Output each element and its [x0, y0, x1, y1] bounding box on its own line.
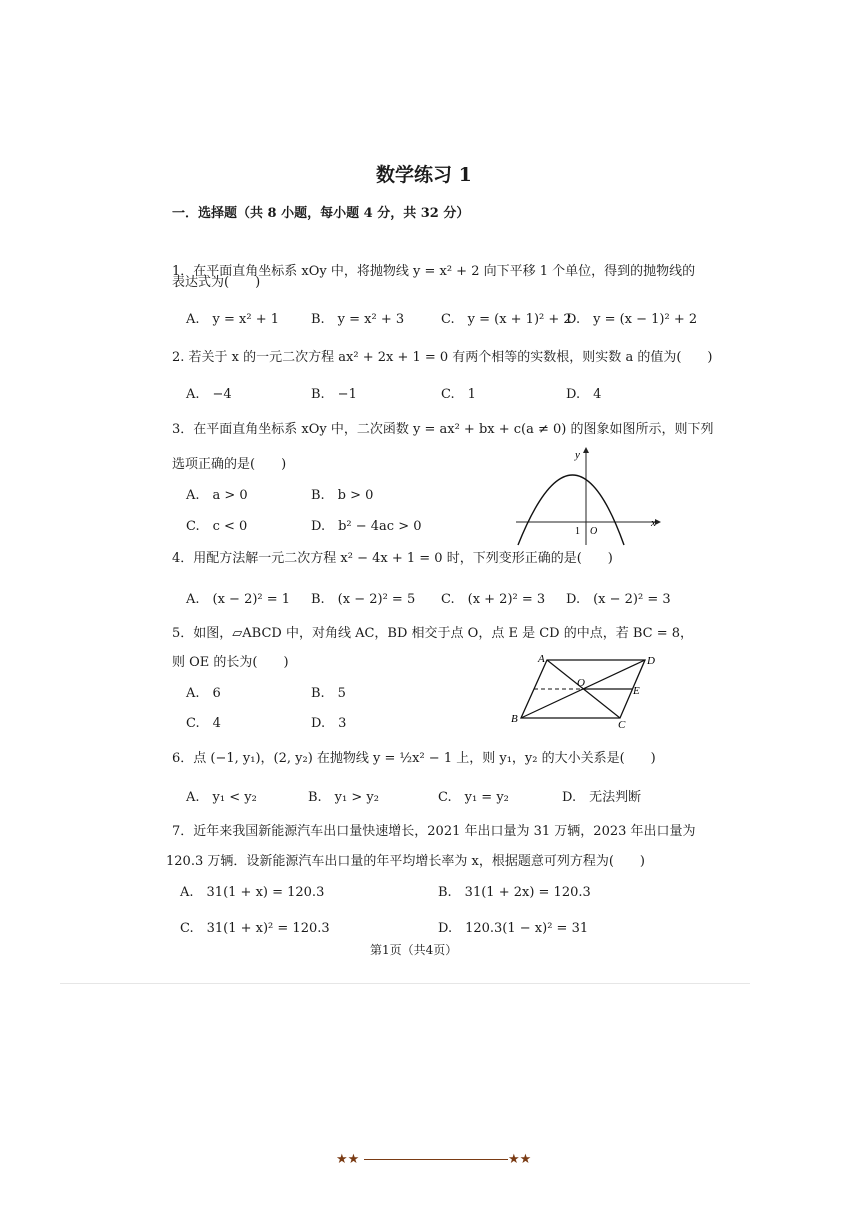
q4-option-d: D. (x − 2)² = 3 [566, 592, 671, 607]
ornament-right-stars: ★★ [508, 1152, 532, 1167]
q7-stem-line2: 120.3 万辆．设新能源汽车出口量的年平均增长率为 x，根据题意可列方程为( ) [166, 854, 645, 869]
origin-label: O [590, 526, 598, 537]
tick-label: 1 [575, 526, 580, 537]
q7-option-c: C. 31(1 + x)² = 120.3 [180, 921, 330, 936]
q6-stem: 6．点 (−1, y₁)，(2, y₂) 在抛物线 y = ½x² − 1 上，则 y₁，y₂ 的大小关系是( ) [172, 751, 656, 766]
q6-option-d: D. 无法判断 [562, 790, 642, 805]
ornament-left-stars: ★★ [336, 1152, 360, 1167]
q2-option-c: C. 1 [441, 387, 476, 402]
page-title: 数学练习 1 [376, 164, 472, 186]
q5-option-b: B. 5 [311, 686, 346, 701]
q5-option-d: D. 3 [311, 716, 347, 731]
q3-option-d: D. b² − 4ac > 0 [311, 519, 422, 534]
q2-stem: 2. 若关于 x 的一元二次方程 ax² + 2x + 1 = 0 有两个相等的实数根，则实数 a 的值为( ) [172, 350, 713, 365]
label-a: A [538, 653, 545, 665]
q7-option-d: D. 120.3(1 − x)² = 31 [438, 921, 589, 936]
q6-option-a: A. y₁ < y₂ [186, 790, 257, 805]
q1-stem-line1: 1．在平面直角坐标系 xOy 中，将抛物线 y = x² + 2 向下平移 1 个单位，得到的抛物线的 [172, 264, 696, 279]
section-heading: 一．选择题（共 8 小题，每小题 4 分，共 32 分） [172, 206, 470, 221]
q5-option-a: A. 6 [186, 686, 221, 701]
q5-stem-line2: 则 OE 的长为( ) [172, 655, 289, 670]
q4-option-b: B. (x − 2)² = 5 [311, 592, 416, 607]
q3-option-b: B. b > 0 [311, 488, 374, 503]
scan-edge-line [60, 983, 750, 984]
ornament-line [364, 1159, 508, 1160]
q4-option-a: A. (x − 2)² = 1 [186, 592, 291, 607]
page-ornament [336, 1150, 536, 1170]
label-e: E [633, 685, 640, 697]
parabola-figure [512, 445, 662, 550]
q5-option-c: C. 4 [186, 716, 221, 731]
q6-option-b: B. y₁ > y₂ [308, 790, 379, 805]
q1-option-d: D. y = (x − 1)² + 2 [566, 312, 698, 327]
q1-option-a: A. y = x² + 1 [186, 312, 279, 327]
y-axis-arrow [583, 447, 589, 453]
q2-option-d: D. 4 [566, 387, 602, 402]
q1-option-b: B. y = x² + 3 [311, 312, 405, 327]
x-axis-label: x [651, 517, 656, 529]
q4-option-c: C. (x + 2)² = 3 [441, 592, 546, 607]
x-axis-arrow [655, 519, 661, 525]
label-d: D [647, 655, 655, 667]
q4-stem: 4．用配方法解一元二次方程 x² − 4x + 1 = 0 时，下列变形正确的是( ) [172, 551, 613, 566]
parabola-curve [518, 475, 624, 545]
q3-option-a: A. a > 0 [186, 488, 248, 503]
page-footer: 第1页（共4页） [370, 943, 458, 957]
q2-option-b: B. −1 [311, 387, 357, 402]
q1-option-c: C. y = (x + 1)² + 2 [441, 312, 572, 327]
label-o: O [577, 677, 585, 689]
q5-stem-line1: 5．如图，▱ABCD 中，对角线 AC，BD 相交于点 O，点 E 是 CD 的中点，若 BC = 8， [172, 626, 694, 641]
q3-option-c: C. c < 0 [186, 519, 248, 534]
q7-option-b: B. 31(1 + 2x) = 120.3 [438, 885, 591, 900]
q1-stem-line2: 表达式为( ) [172, 275, 261, 290]
q3-stem-line2: 选项正确的是( ) [172, 457, 287, 472]
q7-option-a: A. 31(1 + x) = 120.3 [180, 885, 325, 900]
y-axis-label: y [575, 449, 580, 461]
parallelogram-figure [505, 650, 665, 730]
label-c: C [618, 719, 626, 730]
q3-stem-line1: 3．在平面直角坐标系 xOy 中，二次函数 y = ax² + bx + c(a ≠ 0) 的图象如图所示，则下列 [172, 422, 714, 437]
q2-option-a: A. −4 [186, 387, 232, 402]
q7-stem-line1: 7．近年来我国新能源汽车出口量快速增长，2021 年出口量为 31 万辆，2023 年出口量为 [172, 824, 696, 839]
label-b: B [511, 713, 518, 725]
q6-option-c: C. y₁ = y₂ [438, 790, 509, 805]
